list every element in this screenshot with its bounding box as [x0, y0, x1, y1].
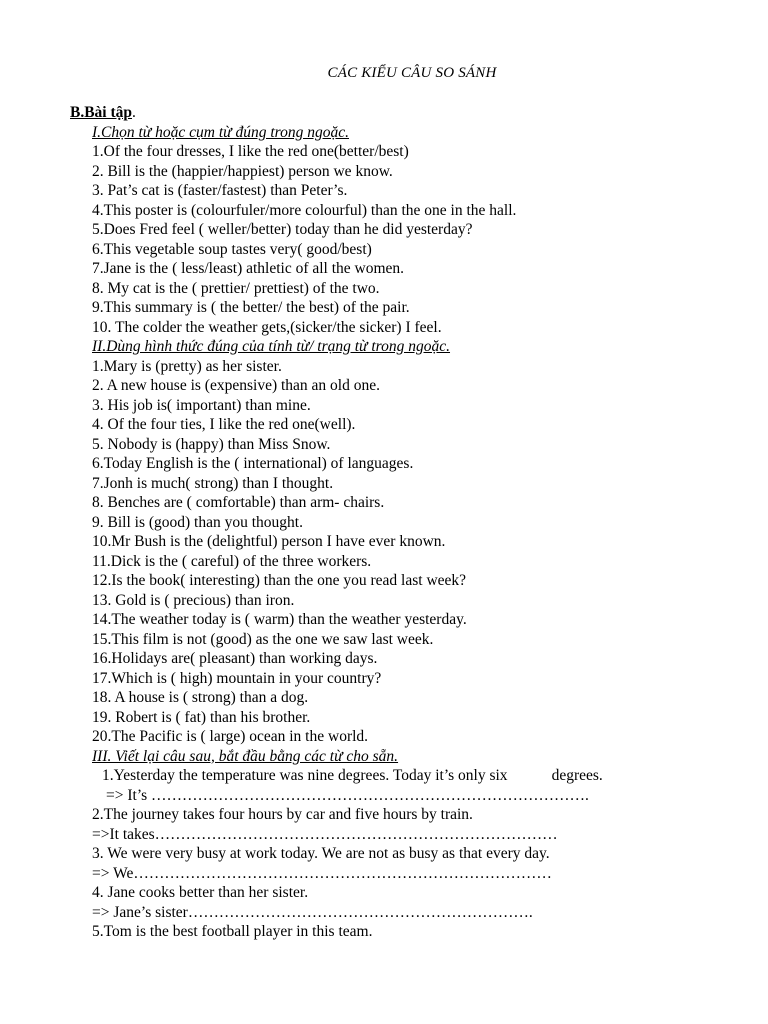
exercise-item: 15.This film is not (good) as the one we saw last week. — [92, 630, 434, 648]
exercise-item: 11.Dick is the ( careful) of the three workers. — [92, 552, 372, 570]
exercise-item: 3. Pat’s cat is (faster/fastest) than Peter’s. — [92, 182, 348, 199]
rewrite-question: 4. Jane cooks better than her sister. — [92, 884, 309, 901]
exercise-item: 8. Benches are ( comfortable) than arm- chairs. — [92, 494, 385, 511]
section-heading-1: I.Chọn từ hoặc cụm từ đúng trong ngoặc. — [92, 123, 349, 141]
exercise-item: 8. My cat is the ( prettier/ prettiest) of the two. — [92, 279, 380, 297]
exercise-item: 6.Today English is the ( international) of languages. — [92, 455, 414, 472]
exercise-item: 14.The weather today is ( warm) than the weather yesterday. — [92, 611, 467, 628]
rewrite-question: 3. We were very busy at work today. We are not as busy as that every day. — [92, 845, 550, 862]
exercise-item: 6.This vegetable soup tastes very( good/best) — [92, 240, 372, 258]
exercise-item: 7.Jane is the ( less/least) athletic of all the women. — [92, 260, 405, 277]
answer-line: => Jane’s sister…………………………………………………………. — [92, 903, 533, 921]
exercise-item: 5. Nobody is (happy) than Miss Snow. — [92, 435, 331, 453]
rewrite-question — [70, 766, 730, 786]
exercise-item: 12.Is the book( interesting) than the one you read last week? — [92, 572, 467, 589]
exercise-item: 3. His job is( important) than mine. — [92, 396, 311, 414]
part-heading-tail: . — [132, 104, 136, 121]
section-2-list — [70, 357, 730, 747]
exercise-item: 2. Bill is the (happier/happiest) person we know. — [92, 162, 393, 180]
exercise-item: 20.The Pacific is ( large) ocean in the world. — [92, 728, 369, 745]
answer-line: => We……………………………………………………………………… — [92, 864, 552, 882]
exercise-item: 7.Jonh is much( strong) than I thought. — [92, 474, 334, 492]
answer-line: =>It takes…………………………………………………………………… — [92, 825, 558, 843]
exercise-item: 10.Mr Bush is the (delightful) person I have ever known. — [92, 533, 446, 550]
exercise-item: 10. The colder the weather gets,(sicker/the sicker) I feel. — [92, 318, 442, 336]
exercise-item: 16.Holidays are( pleasant) than working days. — [92, 650, 378, 667]
rewrite-question-text: 1.Yesterday the temperature was nine degrees. Today it’s only six — [102, 767, 508, 784]
rewrite-question: 2.The journey takes four hours by car and five hours by train. — [92, 806, 473, 823]
exercise-item: 9.This summary is ( the better/ the best) of the pair. — [92, 299, 410, 316]
rewrite-question: 5.Tom is the best football player in this team. — [92, 923, 373, 940]
answer-line: => It’s …………………………………………………………………………. — [106, 786, 589, 804]
document-title-text: CÁC KIỂU CÂU SO SÁNH — [327, 65, 497, 81]
exercise-item: 4. Of the four ties, I like the red one(well). — [92, 416, 356, 433]
exercise-item: 18. A house is ( strong) than a dog. — [92, 689, 309, 706]
part-heading — [70, 103, 730, 123]
document-body — [70, 103, 730, 942]
exercise-item: 1.Mary is (pretty) as her sister. — [92, 357, 282, 375]
exercise-item: 17.Which is ( high) mountain in your country? — [92, 669, 382, 687]
exercise-item: 2. A new house is (expensive) than an old one. — [92, 377, 380, 394]
exercise-item: 13. Gold is ( precious) than iron. — [92, 591, 295, 609]
section-1-list — [70, 142, 730, 337]
section-heading-2: II.Dùng hình thức đúng của tính từ/ trạng từ trong ngoặc. — [92, 338, 451, 355]
exercise-item: 5.Does Fred feel ( weller/better) today than he did yesterday? — [92, 221, 473, 238]
document-title — [0, 65, 768, 82]
exercise-item: 19. Robert is ( fat) than his brother. — [92, 708, 311, 726]
section-heading-3: III. Viết lại câu sau, bắt đầu bằng các từ cho sẵn. — [92, 747, 399, 765]
exercise-item: 9. Bill is (good) than you thought. — [92, 513, 303, 531]
exercise-item: 1.Of the four dresses, I like the red one(better/best) — [92, 143, 409, 160]
exercise-item: 4.This poster is (colourfuler/more colourful) than the one in the hall. — [92, 201, 517, 219]
section-3-list — [70, 766, 730, 942]
part-heading-label: B.Bài tập — [70, 104, 133, 121]
rewrite-question-end: degrees. — [551, 767, 603, 784]
